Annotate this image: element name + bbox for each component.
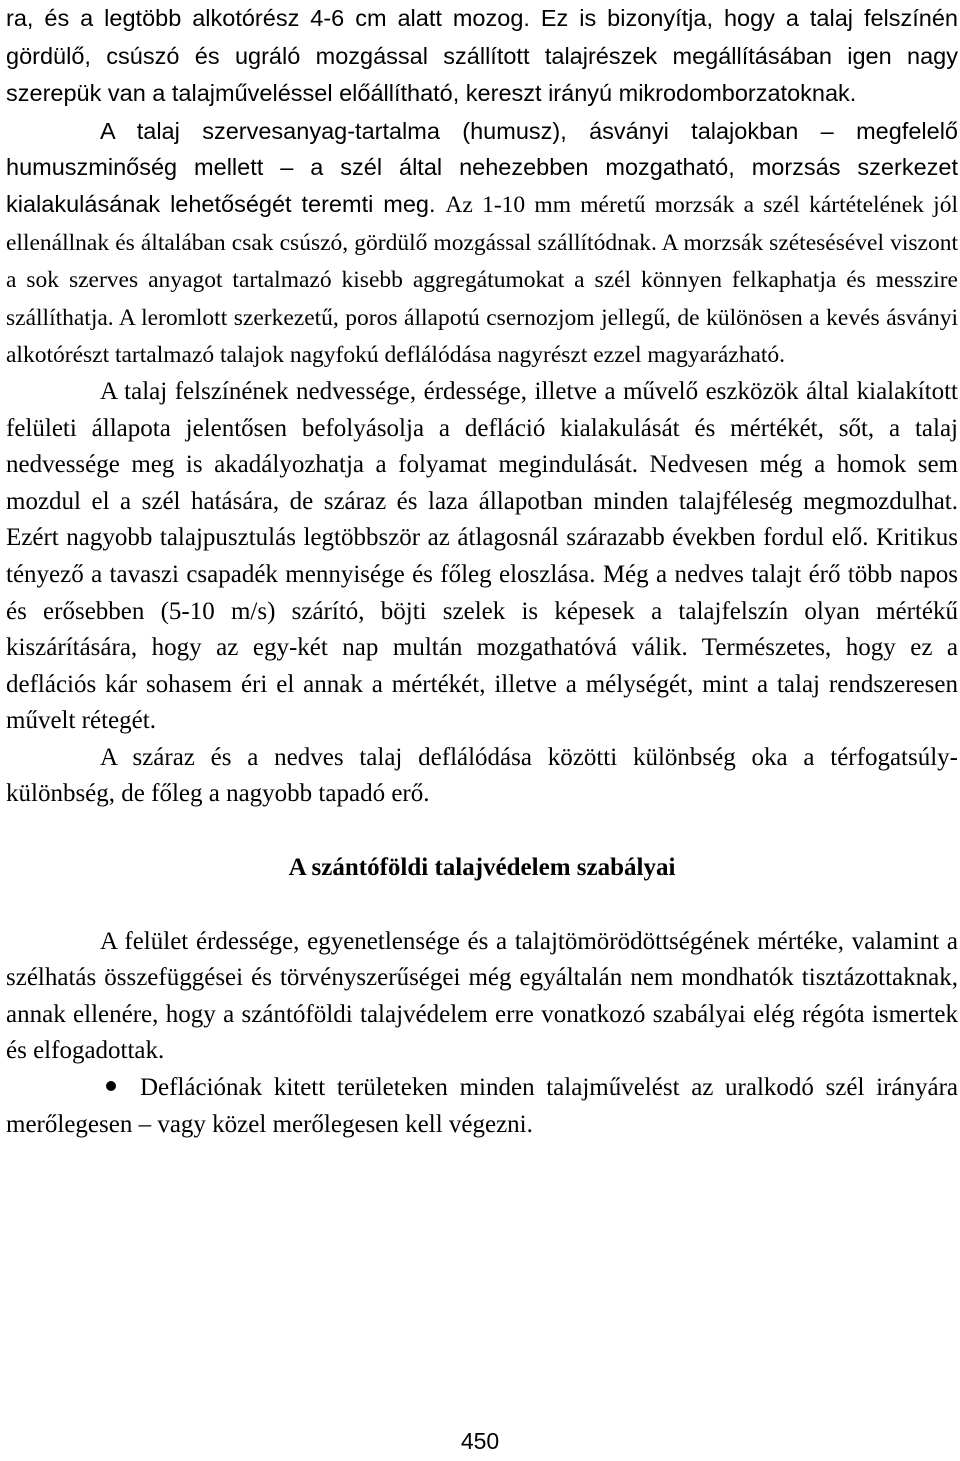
- paragraph-text-sans-2-inner: A talaj szervesanyag-tartalma (humusz), ásványi talajokban – megfelelő humuszminőség mellett – a szél által nehezebben mozgatható, morzsás szerkezet kialakulásának lehetőségét teremti meg.: [6, 117, 958, 217]
- bullet-icon: [106, 1081, 116, 1091]
- page-number: 450: [460, 1428, 500, 1454]
- bullet-text: Deflációnak kitett területeken minden talajművelést az uralkodó szél irányára merőlegesen – vagy közel merőlegesen kell végezni.: [6, 1074, 958, 1138]
- paragraph-surface-roughness: A felület érdessége, egyenetlensége és a talajtömörödöttségének mértéke, valamint a szélhatás összefüggései és törvényszerűségei még egyáltalán nem mondhatók tisztázottaknak, annak ellenére, hogy a szántóföldi talajvédelem erre vonatkozó szabályai elég régóta ismertek és elfogadottak.: [6, 927, 958, 1065]
- paragraph-wind-erosion: [6, 0, 958, 374]
- paragraph-soil-moisture: A talaj felszínének nedvessége, érdessége, illetve a művelő eszközök által kialakított felületi állapota jelentősen befolyásolja a defláció kialakulását és mértékét, sőt, a talaj nedvessége meg is akadályozhatja a folyamat megindulását. Nedvesen még a homok sem mozdul el a szél hatására, de száraz és laza állapotban minden talajféleség megmozdulhat. Ezért nagyobb talajpusztulás legtöbbször az átlagosnál szárazabb években fordul elő. Kritikus tényező a tavaszi csapadék mennyisége és főleg eloszlása. Még a nedves talajt érő több napos és erősebben (5-10 m/s) szárító, böjti szelek is képesek a talajfelszín olyan mértékű kiszárítására, hogy az egy-két nap multán mozgathatóvá válik. Természetes, hogy ez a deflációs kár sohasem éri el annak a mértékét, illetve a mélységét, mint a talaj rendszeresen művelt rétegét.: [6, 377, 958, 735]
- document-page: [6, 0, 958, 1143]
- section-heading: A szántóföldi talajvédelem szabályai: [288, 854, 676, 882]
- paragraph-text-sans-2: [6, 113, 958, 374]
- paragraph-text-sans-1: ra, és a legtöbb alkotórész 4-6 cm alatt mozog. Ez is bizonyítja, hogy a talaj felszínén gördülő, csúszó és ugráló mozgással szállított talajrészek megállításában igen nagy szerepük van a talajműveléssel előállítható, kereszt irányú mikrodomborzatoknak.: [6, 5, 958, 107]
- paragraph-dry-wet-difference: A száraz és a nedves talaj deflálódása közötti különbség oka a térfogatsúly-különbség, de főleg a nagyobb tapadó erő.: [6, 743, 958, 808]
- paragraph-text-serif: Az 1-10 mm méretű morzsák a szél kártételének jól ellenállnak és általában csak csúszó, gördülő mozgással szállítódnak. A morzsák szétesésével viszont a sok szerves anyagot tartalmazó kisebb aggregátumokat a szél könnyen felkaphatja és messzire szállíthatja. A leromlott szerkezetű, poros állapotú csernozjom jellegű, de különösen a kevés ásványi alkotórészt tartalmazó talajok nagyfokú deflálódása nagyrészt ezzel magyarázható.: [6, 191, 958, 369]
- bullet-list-item: [6, 1070, 958, 1143]
